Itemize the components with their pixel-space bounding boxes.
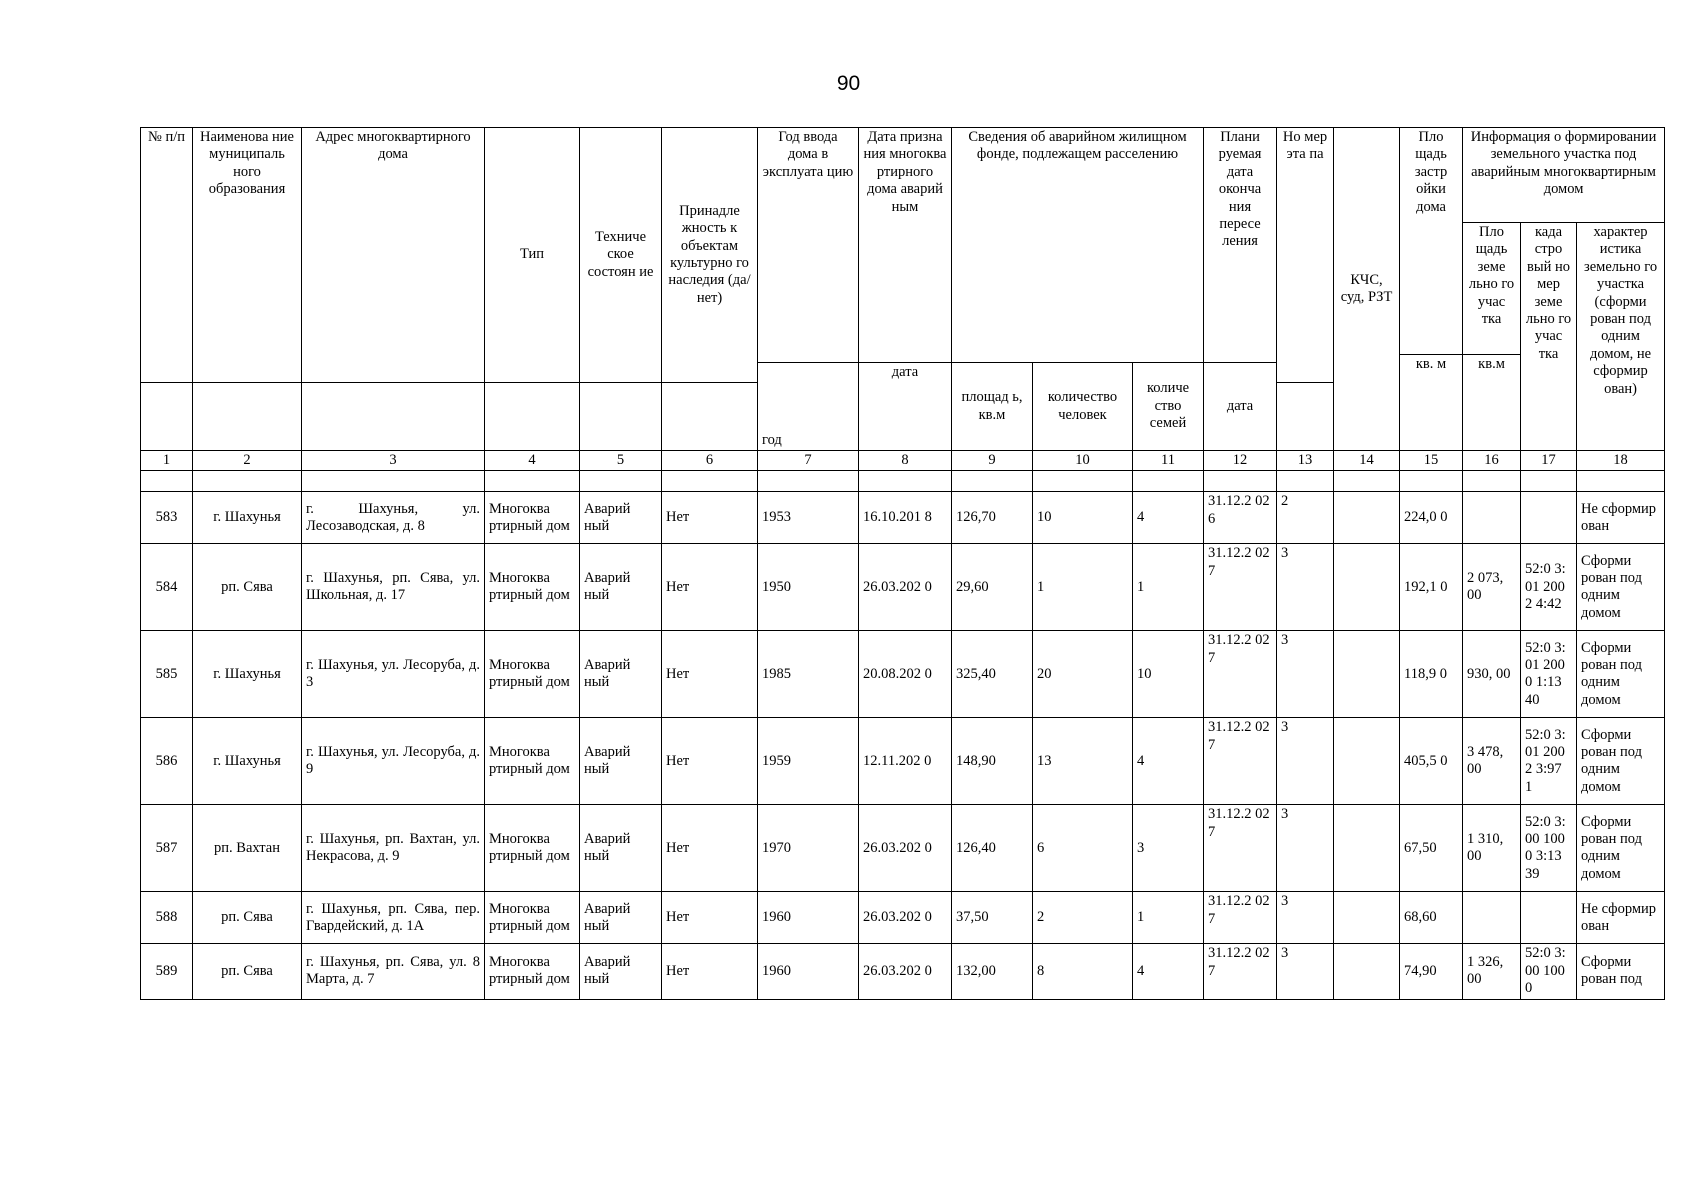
commission-year-cell: 1960 <box>758 892 859 944</box>
col-header-type: Тип <box>485 128 580 383</box>
stage-number-cell: 3 <box>1277 544 1334 631</box>
stage-number-cell: 3 <box>1277 944 1334 999</box>
plot-area-cell: 930, 00 <box>1463 631 1521 718</box>
heritage-cell: Нет <box>662 892 758 944</box>
build-area-cell: 192,1 0 <box>1400 544 1463 631</box>
row-number-cell: 583 <box>141 492 193 544</box>
build-area-cell: 74,90 <box>1400 944 1463 999</box>
column-number: 14 <box>1334 451 1400 471</box>
table-row <box>141 492 1665 544</box>
families-count-cell: 10 <box>1133 631 1204 718</box>
column-number: 8 <box>859 451 952 471</box>
families-count-cell: 4 <box>1133 718 1204 805</box>
unit-recognition-date: дата <box>859 363 952 451</box>
tech-state-cell: Аварий ный <box>580 718 662 805</box>
column-number: 10 <box>1033 451 1133 471</box>
column-number: 3 <box>302 451 485 471</box>
table-row <box>141 944 1665 999</box>
tech-state-cell: Аварий ный <box>580 544 662 631</box>
area-cell: 29,60 <box>952 544 1033 631</box>
column-number: 9 <box>952 451 1033 471</box>
table-row <box>141 544 1665 631</box>
municipality-cell: рп. Сява <box>193 944 302 999</box>
house-type-cell: Многоква ртирный дом <box>485 805 580 892</box>
planned-date-cell: 31.12.2 027 <box>1204 544 1277 631</box>
planned-date-cell: 31.12.2 027 <box>1204 892 1277 944</box>
municipality-cell: г. Шахунья <box>193 718 302 805</box>
municipality-cell: г. Шахунья <box>193 492 302 544</box>
recognition-date-cell: 26.03.202 0 <box>859 805 952 892</box>
people-count-cell: 2 <box>1033 892 1133 944</box>
plot-character-cell: Сформи рован под <box>1577 944 1665 999</box>
col-header-plot-group: Информация о формировании земельного участка под аварийным многоквартирным домом <box>1463 128 1665 223</box>
planned-date-cell: 31.12.2 027 <box>1204 631 1277 718</box>
commission-year-cell: 1950 <box>758 544 859 631</box>
kchs-cell <box>1334 718 1400 805</box>
plot-area-cell <box>1463 492 1521 544</box>
table-row <box>141 631 1665 718</box>
col-header-planned-date: Плани руемая дата оконча ния пересе ления <box>1204 128 1277 363</box>
kchs-cell <box>1334 492 1400 544</box>
commission-year-cell: 1953 <box>758 492 859 544</box>
families-count-cell: 3 <box>1133 805 1204 892</box>
stage-number-cell: 3 <box>1277 718 1334 805</box>
area-cell: 126,40 <box>952 805 1033 892</box>
heritage-cell: Нет <box>662 805 758 892</box>
column-number: 11 <box>1133 451 1204 471</box>
row-number-cell: 584 <box>141 544 193 631</box>
planned-date-cell: 31.12.2 027 <box>1204 718 1277 805</box>
address-cell: г. Шахунья, рп. Сява, ул. Школьная, д. 17 <box>302 544 485 631</box>
address-cell: г. Шахунья, рп. Сява, пер. Гвардейский, д. 1А <box>302 892 485 944</box>
stage-number-cell: 3 <box>1277 805 1334 892</box>
address-cell: г. Шахунья, ул. Лесозаводская, д. 8 <box>302 492 485 544</box>
column-number: 7 <box>758 451 859 471</box>
kchs-cell <box>1334 544 1400 631</box>
municipality-cell: рп. Сява <box>193 892 302 944</box>
tech-state-cell: Аварий ный <box>580 944 662 999</box>
plot-area-cell: 1 326, 00 <box>1463 944 1521 999</box>
heritage-cell: Нет <box>662 492 758 544</box>
cadastral-number-cell: 52:0 3:00 1000 <box>1521 944 1577 999</box>
col-header-heritage: Принадле жность к объектам культурно го наследия (да/нет) <box>662 128 758 383</box>
recognition-date-cell: 26.03.202 0 <box>859 944 952 999</box>
tech-state-cell: Аварий ный <box>580 805 662 892</box>
col-header-plot-character: характер истика земельно го участка (сформи рован под одним домом, не сформир ован) <box>1577 223 1665 451</box>
build-area-cell: 118,9 0 <box>1400 631 1463 718</box>
kchs-cell <box>1334 805 1400 892</box>
plot-area-cell <box>1463 892 1521 944</box>
col-header-plot-area: Пло щадь земе льно го учас тка <box>1463 223 1521 355</box>
col-header-build-area: Пло щадь застр ойки дома <box>1400 128 1463 355</box>
municipality-cell: рп. Вахтан <box>193 805 302 892</box>
plot-area-cell: 2 073, 00 <box>1463 544 1521 631</box>
kchs-cell <box>1334 944 1400 999</box>
area-cell: 126,70 <box>952 492 1033 544</box>
recognition-date-cell: 16.10.201 8 <box>859 492 952 544</box>
heritage-cell: Нет <box>662 718 758 805</box>
col-header-tech-state: Техниче ское состоян ие <box>580 128 662 383</box>
column-number: 6 <box>662 451 758 471</box>
col-header-people: количество человек <box>1033 363 1133 451</box>
column-number: 4 <box>485 451 580 471</box>
unit-plot-area: кв.м <box>1463 355 1521 451</box>
table-row <box>141 805 1665 892</box>
unit-year: год <box>758 363 859 451</box>
build-area-cell: 67,50 <box>1400 805 1463 892</box>
build-area-cell: 405,5 0 <box>1400 718 1463 805</box>
house-type-cell: Многоква ртирный дом <box>485 492 580 544</box>
plot-character-cell: Сформи рован под одним домом <box>1577 544 1665 631</box>
cadastral-number-cell: 52:0 3:00 1000 3:13 39 <box>1521 805 1577 892</box>
commission-year-cell: 1985 <box>758 631 859 718</box>
plot-area-cell: 1 310, 00 <box>1463 805 1521 892</box>
address-cell: г. Шахунья, рп. Сява, ул. 8 Марта, д. 7 <box>302 944 485 999</box>
people-count-cell: 10 <box>1033 492 1133 544</box>
unit-planned-date: дата <box>1204 363 1277 451</box>
column-numbers-row <box>141 451 1665 471</box>
commission-year-cell: 1960 <box>758 944 859 999</box>
kchs-cell <box>1334 631 1400 718</box>
house-type-cell: Многоква ртирный дом <box>485 544 580 631</box>
plot-character-cell: Не сформир ован <box>1577 892 1665 944</box>
cadastral-number-cell <box>1521 492 1577 544</box>
address-cell: г. Шахунья, ул. Лесоруба, д. 9 <box>302 718 485 805</box>
column-number: 2 <box>193 451 302 471</box>
unit-build-area: кв. м <box>1400 355 1463 451</box>
area-cell: 325,40 <box>952 631 1033 718</box>
address-cell: г. Шахунья, рп. Вахтан, ул. Некрасова, д. 9 <box>302 805 485 892</box>
col-header-number: № п/п <box>141 128 193 383</box>
plot-character-cell: Сформи рован под одним домом <box>1577 718 1665 805</box>
spacer-row <box>141 471 1665 492</box>
row-number-cell: 588 <box>141 892 193 944</box>
col-header-municipality: Наименова ние муниципаль ного образования <box>193 128 302 383</box>
families-count-cell: 4 <box>1133 492 1204 544</box>
house-type-cell: Многоква ртирный дом <box>485 892 580 944</box>
planned-date-cell: 31.12.2 027 <box>1204 805 1277 892</box>
tech-state-cell: Аварий ный <box>580 631 662 718</box>
area-cell: 37,50 <box>952 892 1033 944</box>
cadastral-number-cell <box>1521 892 1577 944</box>
commission-year-cell: 1959 <box>758 718 859 805</box>
stage-number-cell: 3 <box>1277 892 1334 944</box>
heritage-cell: Нет <box>662 631 758 718</box>
recognition-date-cell: 26.03.202 0 <box>859 544 952 631</box>
page-number: 90 <box>836 72 861 95</box>
area-cell: 132,00 <box>952 944 1033 999</box>
plot-character-cell: Не сформир ован <box>1577 492 1665 544</box>
cadastral-number-cell: 52:0 3:01 2002 3:97 1 <box>1521 718 1577 805</box>
tech-state-cell: Аварий ный <box>580 492 662 544</box>
stage-number-cell: 2 <box>1277 492 1334 544</box>
col-header-area: площад ь, кв.м <box>952 363 1033 451</box>
people-count-cell: 6 <box>1033 805 1133 892</box>
column-number: 17 <box>1521 451 1577 471</box>
cadastral-number-cell: 52:0 3:01 2002 4:42 <box>1521 544 1577 631</box>
families-count-cell: 4 <box>1133 944 1204 999</box>
build-area-cell: 68,60 <box>1400 892 1463 944</box>
people-count-cell: 13 <box>1033 718 1133 805</box>
stage-number-cell: 3 <box>1277 631 1334 718</box>
table-row <box>141 718 1665 805</box>
plot-area-cell: 3 478, 00 <box>1463 718 1521 805</box>
col-header-address: Адрес многоквартирного дома <box>302 128 485 383</box>
recognition-date-cell: 26.03.202 0 <box>859 892 952 944</box>
col-header-stage: Но мер эта па <box>1277 128 1334 383</box>
tech-state-cell: Аварий ный <box>580 892 662 944</box>
row-number-cell: 587 <box>141 805 193 892</box>
people-count-cell: 20 <box>1033 631 1133 718</box>
families-count-cell: 1 <box>1133 544 1204 631</box>
column-number: 1 <box>141 451 193 471</box>
municipality-cell: рп. Сява <box>193 544 302 631</box>
plot-character-cell: Сформи рован под одним домом <box>1577 631 1665 718</box>
header-row-top <box>141 128 1665 223</box>
column-number: 18 <box>1577 451 1665 471</box>
column-number: 13 <box>1277 451 1334 471</box>
col-header-recognition-date: Дата призна ния многоква ртирного дома аварий ным <box>859 128 952 363</box>
house-type-cell: Многоква ртирный дом <box>485 631 580 718</box>
row-number-cell: 589 <box>141 944 193 999</box>
col-header-year: Год ввода дома в эксплуата цию <box>758 128 859 363</box>
planned-date-cell: 31.12.2 026 <box>1204 492 1277 544</box>
families-count-cell: 1 <box>1133 892 1204 944</box>
recognition-date-cell: 20.08.202 0 <box>859 631 952 718</box>
house-type-cell: Многоква ртирный дом <box>485 944 580 999</box>
area-cell: 148,90 <box>952 718 1033 805</box>
heritage-cell: Нет <box>662 544 758 631</box>
house-type-cell: Многоква ртирный дом <box>485 718 580 805</box>
address-cell: г. Шахунья, ул. Лесоруба, д. 3 <box>302 631 485 718</box>
row-number-cell: 586 <box>141 718 193 805</box>
municipality-cell: г. Шахунья <box>193 631 302 718</box>
recognition-date-cell: 12.11.202 0 <box>859 718 952 805</box>
col-header-cadastral: када стро вый но мер земе льно го учас тка <box>1521 223 1577 451</box>
column-number: 5 <box>580 451 662 471</box>
col-header-families: количе ство семей <box>1133 363 1204 451</box>
housing-registry-table <box>140 127 1665 1000</box>
people-count-cell: 8 <box>1033 944 1133 999</box>
plot-character-cell: Сформи рован под одним домом <box>1577 805 1665 892</box>
row-number-cell: 585 <box>141 631 193 718</box>
commission-year-cell: 1970 <box>758 805 859 892</box>
kchs-cell <box>1334 892 1400 944</box>
col-header-kchs: КЧС, суд, РЗТ <box>1334 128 1400 451</box>
col-header-emergency-fund-group: Сведения об аварийном жилищном фонде, подлежащем расселению <box>952 128 1204 363</box>
people-count-cell: 1 <box>1033 544 1133 631</box>
build-area-cell: 224,0 0 <box>1400 492 1463 544</box>
column-number: 15 <box>1400 451 1463 471</box>
table-row <box>141 892 1665 944</box>
cadastral-number-cell: 52:0 3:01 2000 1:13 40 <box>1521 631 1577 718</box>
column-number: 12 <box>1204 451 1277 471</box>
column-number: 16 <box>1463 451 1521 471</box>
planned-date-cell: 31.12.2 027 <box>1204 944 1277 999</box>
heritage-cell: Нет <box>662 944 758 999</box>
